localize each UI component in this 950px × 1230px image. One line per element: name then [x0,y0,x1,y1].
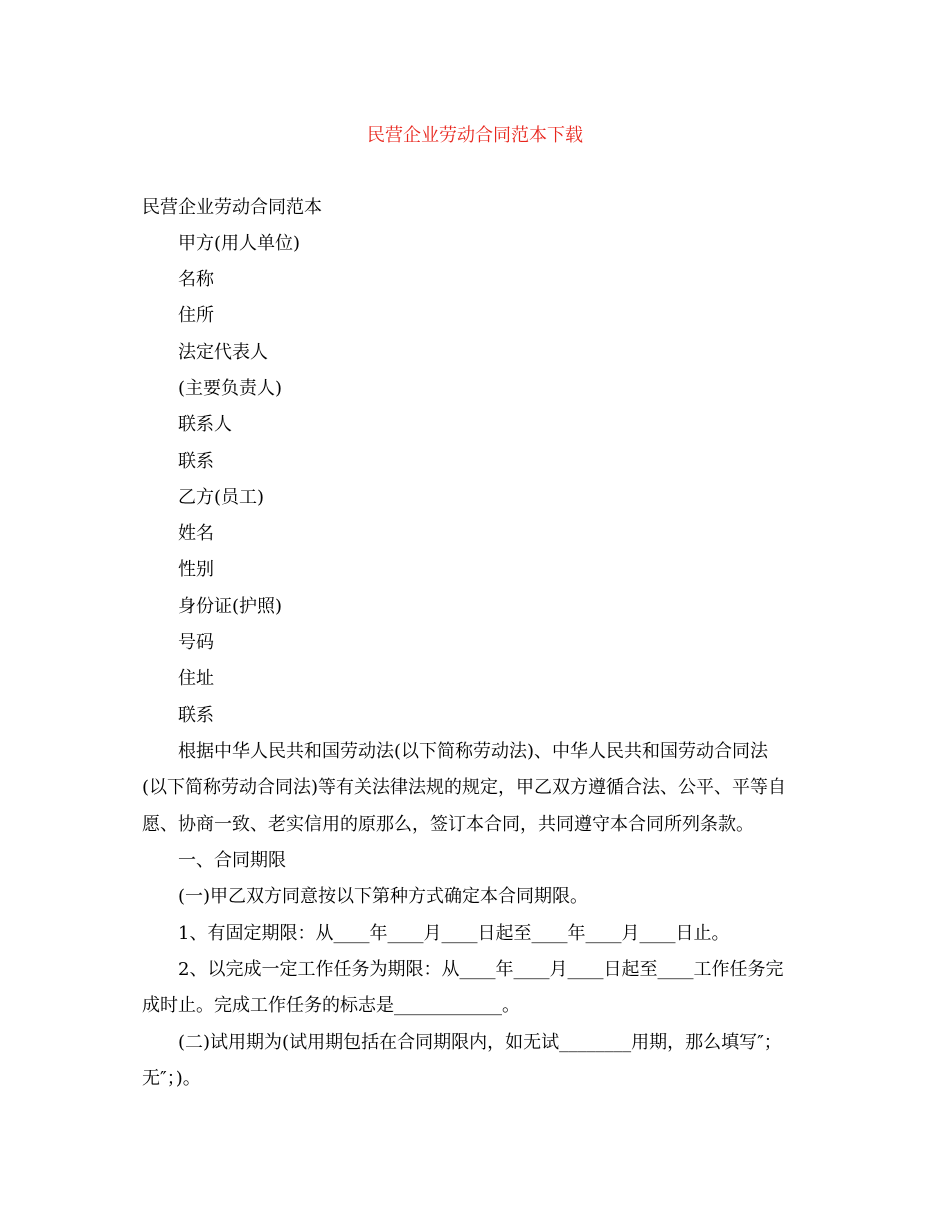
document-title: 民营企业劳动合同范本下载 [367,125,583,146]
section-1-item-2-line-2: 成时止。完成工作任务的标志是____________。 [142,995,520,1016]
preamble-line-3: 愿、协商一致、老实信用的原那么，签订本合同，共同遵守本合同所列条款。 [142,814,754,835]
contract-heading: 民营企业劳动合同范本 [142,197,322,218]
section-1-clause-2-line-1: (二)试用期为(试用期包括在合同期限内，如无试________用期，那么填写″； [178,1032,782,1053]
party-b-label: 乙方(员工) [178,487,265,508]
party-a-contact: 联系 [178,451,214,472]
party-b-name: 姓名 [178,523,214,544]
party-a-name: 名称 [178,269,214,290]
party-b-number: 号码 [178,632,214,653]
party-b-gender: 性别 [178,559,214,580]
party-b-contact: 联系 [178,705,214,726]
party-b-id: 身份证(护照) [178,596,283,617]
preamble-line-1: 根据中华人民共和国劳动法(以下简称劳动法)、中华人民共和国劳动合同法 [178,741,769,762]
party-b-address: 住址 [178,668,214,689]
section-1-item-2-line-1: 2、以完成一定工作任务为期限：从____年____月____日起至____工作任务完 [178,959,784,980]
party-a-address: 住所 [178,305,214,326]
section-1-item-1: 1、有固定期限：从____年____月____日起至____年____月____日止。 [178,923,730,944]
section-1-heading: 一、合同期限 [178,850,286,871]
party-a-label: 甲方(用人单位) [178,233,301,254]
preamble-line-2: (以下简称劳动合同法)等有关法律法规的规定，甲乙双方遵循合法、公平、平等自 [142,777,787,798]
party-a-principal: (主要负责人) [178,378,283,399]
party-a-contact-person: 联系人 [178,414,232,435]
party-a-legal-rep: 法定代表人 [178,342,268,363]
section-1-clause-2-line-2: 无″；)。 [142,1068,201,1089]
section-1-clause-1: (一)甲乙双方同意按以下第种方式确定本合同期限。 [178,886,589,907]
